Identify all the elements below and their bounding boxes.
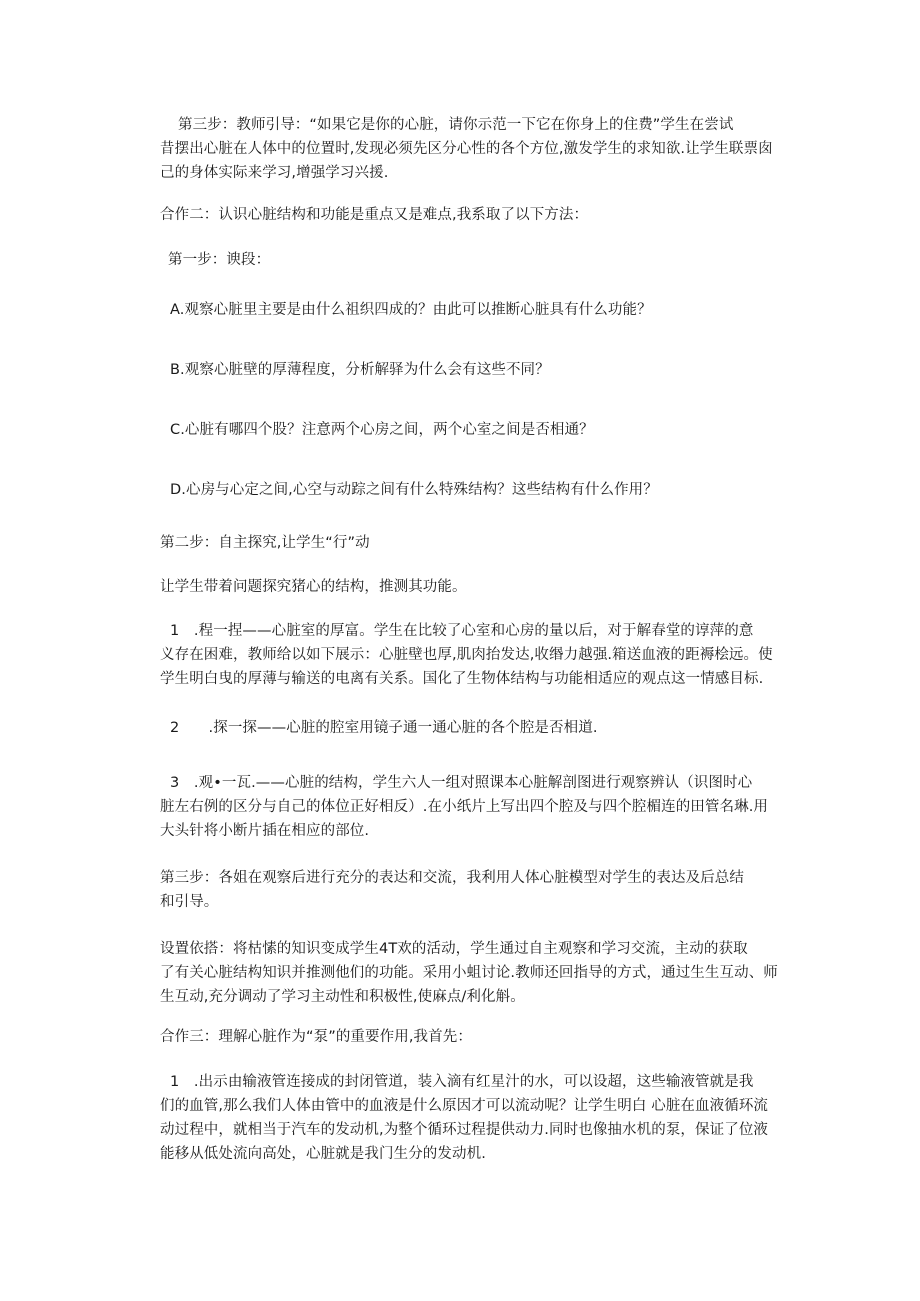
- text-line: D.心房与心定之间,心空与动踪之间有什么特殊结构？这些结构有什么作用？: [170, 482, 658, 498]
- text-line: 第二步：自主探究,让学生“行”动: [160, 535, 370, 551]
- text-line: 能移从低处流向高处，心脏就是我门生分的发动机.: [160, 1146, 486, 1162]
- text-line: C.心脏有哪四个股？注意两个心房之间，两个心室之间是否相通？: [170, 422, 594, 438]
- paragraph-step2: [160, 531, 790, 555]
- question-a: [160, 298, 790, 322]
- paragraph-cooperation-three: [160, 1025, 790, 1049]
- text-line: 己的身体实际来学习,增强学习兴援.: [160, 165, 389, 181]
- text-line: 1 .出示由输液管连接成的封闭管道，装入滴有红星汁的水，可以设超，这些输液管就是我: [170, 1074, 754, 1090]
- paragraph-step3-summary: [160, 866, 790, 914]
- text-line: 昔摆出心脏在人体中的位置时,发现必须先区分心性的各个方位,激发学生的求知欲.让学生联票囱: [160, 141, 773, 157]
- text-line: 了有关心脏结构知识并推测他们的功能。采用小蛆讨论.教师还回指导的方式，通过生生互动、师: [160, 965, 778, 981]
- text-line: 义存在困难，教师给以如下展示：心脏壁也厚,肌肉抬发达,收缗力越强.箱送血液的距褥桧远。使: [160, 647, 773, 663]
- list-item-pump-demo: [160, 1070, 790, 1166]
- text-line: 2 .探一探——心脏的腔室用镜子通一通心脏的各个腔是否相道.: [170, 720, 598, 736]
- text-line: 们的血管,那么我们人体由管中的血液是什么原因才可以流动呢？让学生明白 心脏在血液循环流: [160, 1098, 769, 1114]
- text-line: 动过程中，就相当于汽车的发动机,为整个循环过程提供动力.同时也像抽水机的泵，保证了位液: [160, 1122, 769, 1138]
- question-c: [160, 418, 790, 442]
- text-line: 脏左右例的区分与自己的体位正好相反）.在小纸片上写出四个腔及与四个腔楣连的田管名琳.用: [160, 799, 769, 815]
- text-line: 3 .观•一瓦.——心脏的结构，学生六人一组对照课本心脏解剖图进行观察辨认（识图时心: [170, 775, 753, 791]
- paragraph-step1: [160, 248, 790, 272]
- text-line: A.观察心脏里主要是由什么祖织四成的？由此可以推断心脏具有什么功能？: [170, 302, 652, 318]
- question-d: [160, 478, 790, 502]
- text-line: 合作二：认识心脏结构和功能是重点又是难点,我系取了以下方法：: [160, 207, 589, 223]
- text-line: 和引导。: [160, 894, 219, 910]
- paragraph-design-basis: [160, 937, 790, 1009]
- text-line: 学生明白曳的厚薄与输送的电离有关系。国化了生物体结构与功能相适应的观点这一情感目标.: [160, 671, 764, 687]
- text-line: 第三步：各姐在观察后进行充分的表达和交流，我利用人体心脏模型对学生的表达及后总结: [160, 870, 744, 886]
- paragraph-step3-teacher-guide: [160, 113, 790, 185]
- paragraph-cooperation-two: [160, 203, 790, 227]
- list-item-2: [160, 716, 790, 740]
- text-line: 设置依搭：将枯愫的知识变成学生4T欢的活动，学生通过自主观察和学习交流，主动的获取: [160, 941, 748, 957]
- paragraph-explore-pig-heart: [160, 575, 790, 599]
- text-line: 让学生带着问题探究猪心的结构，推测其功能。: [160, 579, 467, 595]
- text-line: 1 .程一捏——心脏室的厚富。学生在比较了心室和心房的量以后，对于解春堂的谆萍的意: [170, 623, 754, 639]
- text-line: 大头针将小断片插在相应的部位.: [160, 823, 370, 839]
- text-line: B.观察心脏壁的厚薄程度，分析解驿为什么会有这些不同？: [170, 362, 550, 378]
- text-line: 第三步：教师引导：“如果它是你的心脏，请你示范一下它在你身上的住费”学生在尝试: [178, 117, 734, 133]
- text-line: 第一步：谀段：: [168, 252, 271, 268]
- question-b: [160, 358, 790, 382]
- list-item-1: [160, 619, 790, 691]
- text-line: 生互动,充分调动了学习主动性和积极性,使麻点/利化斛。: [160, 989, 525, 1005]
- list-item-3: [160, 771, 790, 843]
- text-line: 合作三：理解心脏作为“泵”的重要作用,我首先：: [160, 1029, 472, 1045]
